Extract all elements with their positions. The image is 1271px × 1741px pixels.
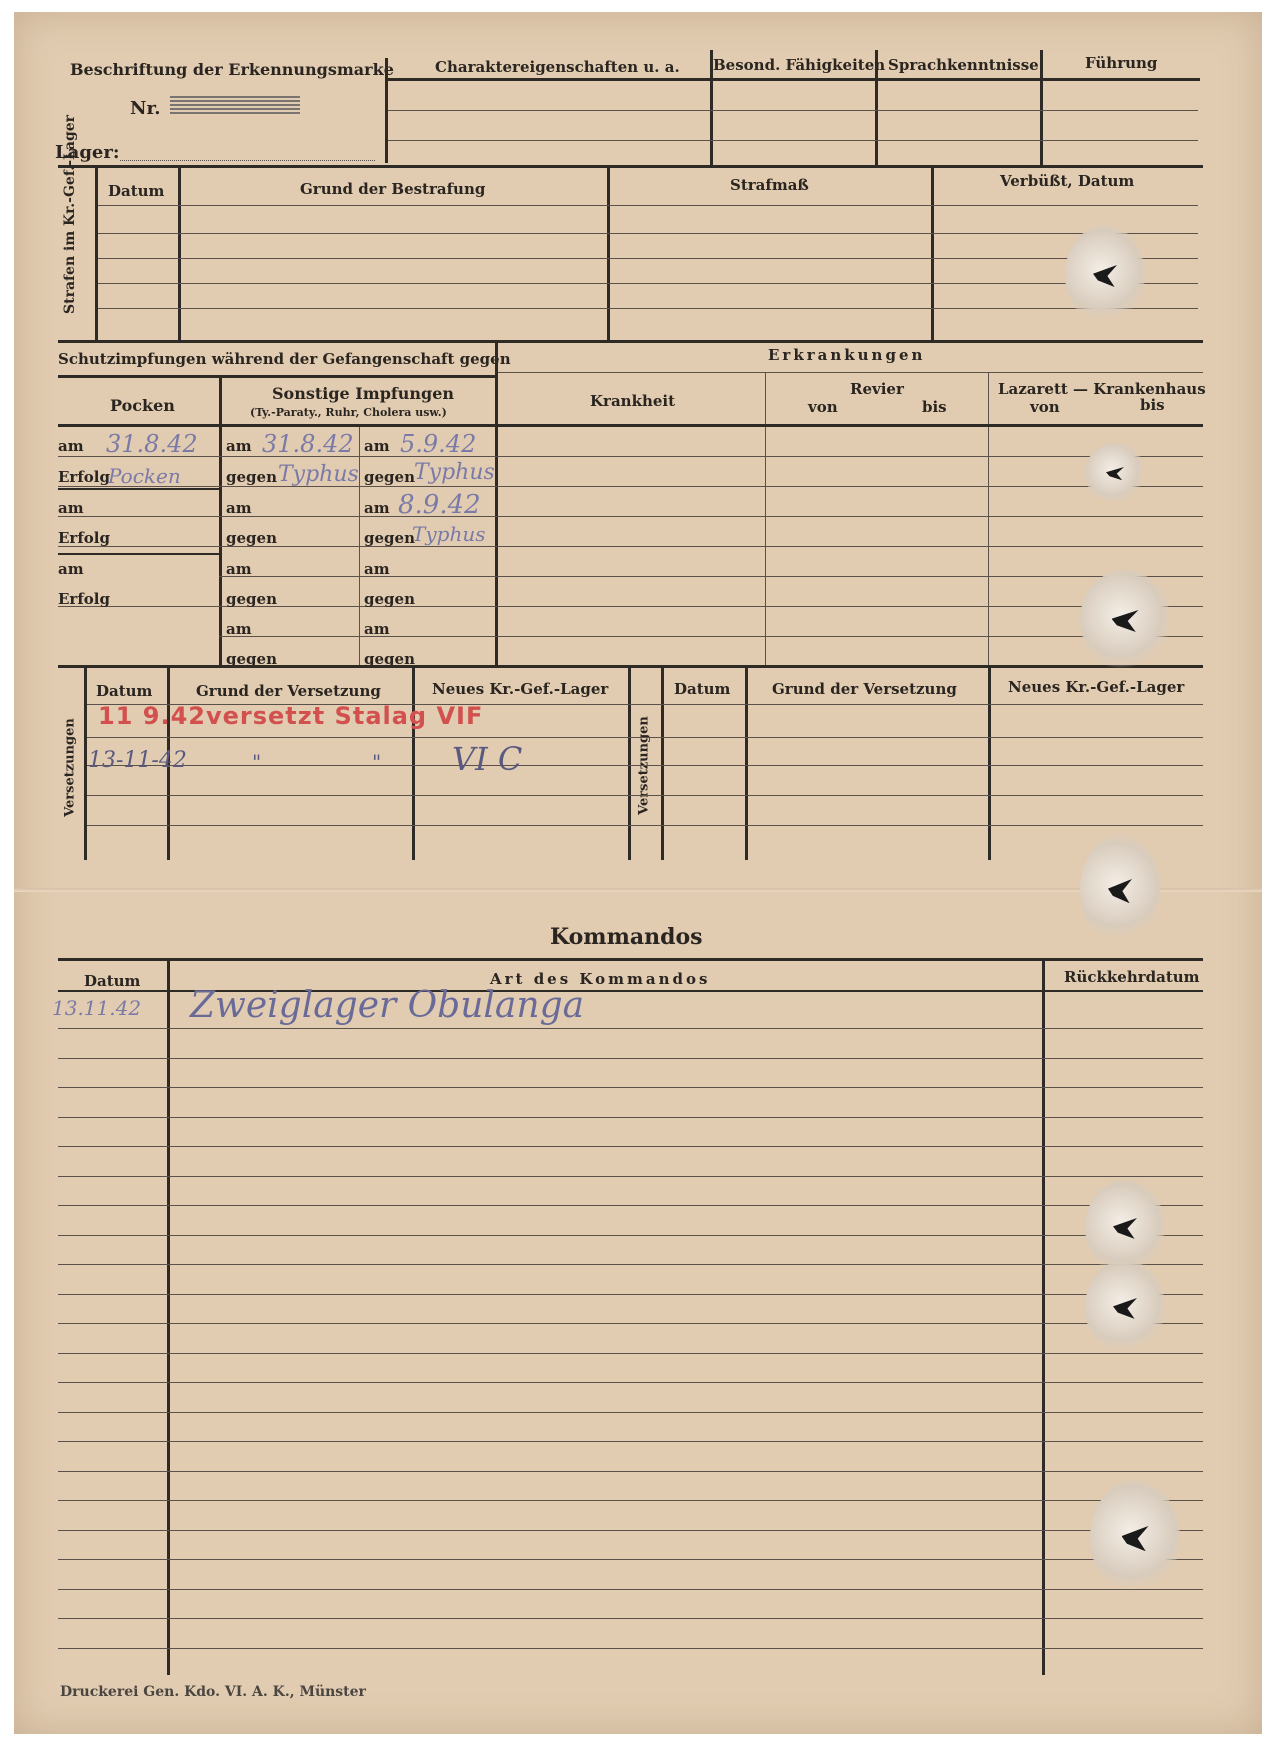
vers-datum-header-left: Datum [96, 682, 153, 700]
sonst2-gegen-2: gegen [226, 529, 277, 547]
ruled-line [58, 1471, 1203, 1472]
kommandos-row1-date: 13.11.42 [52, 996, 142, 1020]
ruled-line [58, 1235, 1203, 1236]
vers-lager-header-right: Neues Kr.-Gef.-Lager [1008, 678, 1185, 696]
ruled-line [58, 1205, 1203, 1206]
vers-row2-ditto2: " [372, 750, 382, 774]
sonst3-am-4: am [364, 620, 390, 638]
versetzt-stamp: 11 9.42versetzt Stalag VIF [98, 702, 484, 730]
lazarett-von: von [1030, 398, 1060, 416]
ruled-line [58, 1028, 1203, 1029]
punch-hole [1090, 1480, 1180, 1595]
kommandos-row1-art: Zweiglager Obulanga [190, 985, 585, 1026]
punch-hole [1085, 443, 1145, 503]
pocken-am-2: am [58, 499, 84, 517]
hand-col3-gegen1: Typhus [414, 460, 495, 485]
vers-grund-header-right: Grund der Versetzung [772, 680, 957, 698]
vers-grund-header-left: Grund der Versetzung [196, 682, 381, 700]
strafen-datum-header: Datum [108, 182, 165, 200]
lazarett-header: Lazarett — Krankenhaus [998, 380, 1206, 398]
ruled-line [58, 1530, 1203, 1531]
pocken-am-3: am [58, 560, 84, 578]
punch-hole [1080, 835, 1160, 945]
revier-bis: bis [922, 398, 947, 416]
versetzungen-side-label-left: Versetzungen [62, 718, 78, 817]
ruled-line [58, 1353, 1203, 1354]
sonstige-subheader: (Ty.-Paraty., Ruhr, Cholera usw.) [250, 406, 447, 419]
sonst3-gegen-4: gegen [364, 650, 415, 668]
punch-hole [1065, 225, 1145, 325]
kommandos-datum-header: Datum [84, 972, 141, 990]
fuehrung-header: Führung [1085, 54, 1158, 72]
printer-footer: Druckerei Gen. Kdo. VI. A. K., Münster [60, 1684, 366, 1700]
ruled-line [58, 1176, 1203, 1177]
lager-label: Lager: [55, 142, 120, 163]
hand-col3-am2: 8.9.42 [398, 490, 481, 520]
strafen-grund-header: Grund der Bestrafung [300, 180, 486, 198]
sonst2-gegen-3: gegen [226, 590, 277, 608]
charakter-header: Charaktereigenschaften u. a. [435, 58, 680, 76]
punch-hole [1085, 1260, 1165, 1355]
lazarett-bis: bis [1140, 396, 1165, 414]
ruled-line [58, 1441, 1203, 1442]
kommandos-art-header: Art des Kommandos [490, 970, 711, 988]
strafen-side-label: Strafen im Kr.-Gef.-Lager [62, 114, 78, 314]
pocken-erfolg-1: Erfolg [58, 468, 110, 486]
ruled-line [58, 1264, 1203, 1265]
ruled-line [58, 1323, 1203, 1324]
hand-col2-am: 31.8.42 [262, 430, 354, 458]
hand-col2-gegen: Typhus [278, 462, 359, 487]
sonst3-gegen-3: gegen [364, 590, 415, 608]
sonst3-am-1: am [364, 437, 390, 455]
ruled-line [58, 1146, 1203, 1147]
sonst2-am-1: am [226, 437, 252, 455]
vers-row2-date: 13-11-42 [88, 748, 187, 773]
vers-row2-lager: VI C [452, 740, 523, 778]
sonst2-gegen-1: gegen [226, 468, 277, 486]
punch-hole [1080, 570, 1170, 670]
ruled-line [58, 1117, 1203, 1118]
ruled-line [58, 1382, 1203, 1383]
vers-lager-header-left: Neues Kr.-Gef.-Lager [432, 680, 609, 698]
pocken-erfolg-2: Erfolg [58, 529, 110, 547]
hand-col3-am1: 5.9.42 [400, 430, 477, 458]
impfungen-title: Schutzimpfungen während der Gefangenschaft gegen [58, 350, 511, 368]
ruled-line [58, 1087, 1203, 1088]
sonst2-am-3: am [226, 560, 252, 578]
lager-field [120, 160, 375, 161]
verbuesst-header: Verbüßt, Datum [1000, 172, 1135, 190]
erkrankungen-title: Erkrankungen [768, 346, 926, 364]
ruled-line [58, 1294, 1203, 1295]
sonstige-header: Sonstige Impfungen [272, 384, 455, 403]
sonst2-am-2: am [226, 499, 252, 517]
pocken-erfolg-3: Erfolg [58, 590, 110, 608]
ruled-line [58, 1500, 1203, 1501]
ruled-line [58, 1058, 1203, 1059]
fold-line [14, 888, 1262, 892]
hand-pocken-am: 31.8.42 [106, 430, 198, 458]
erkennungsmarke-label: Beschriftung der Erkennungsmarke [70, 60, 394, 79]
krankheit-header: Krankheit [590, 392, 676, 410]
kommandos-title: Kommandos [550, 924, 703, 950]
sonst2-gegen-4: gegen [226, 650, 277, 668]
ruled-line [58, 1589, 1203, 1590]
sprachkenntnisse-header: Sprachkenntnisse [888, 56, 1039, 74]
ruled-line [58, 1648, 1203, 1649]
strafmass-header: Strafmaß [730, 176, 809, 194]
redacted-number [170, 94, 300, 114]
sonst3-gegen-2: gegen [364, 529, 415, 547]
pocken-am-1: am [58, 437, 84, 455]
vers-datum-header-right: Datum [674, 680, 731, 698]
sonst3-gegen-1: gegen [364, 468, 415, 486]
ruled-line [58, 1618, 1203, 1619]
hand-pocken-erfolg: Pocken [108, 464, 181, 488]
sonst2-am-4: am [226, 620, 252, 638]
ruled-line [58, 1412, 1203, 1413]
pocken-header: Pocken [110, 396, 175, 415]
hand-col3-gegen2: Typhus [412, 522, 486, 546]
faehigkeiten-header: Besond. Fähigkeiten [713, 56, 886, 74]
revier-von: von [808, 398, 838, 416]
nr-label: Nr. [130, 98, 161, 119]
versetzungen-side-label-right: Versetzungen [636, 716, 652, 815]
revier-header: Revier [850, 380, 904, 398]
kommandos-rueckkehr-header: Rückkehrdatum [1064, 968, 1200, 986]
sonst3-am-3: am [364, 560, 390, 578]
sonst3-am-2: am [364, 499, 390, 517]
vers-row2-ditto1: " [252, 750, 262, 774]
ruled-line [58, 1559, 1203, 1560]
